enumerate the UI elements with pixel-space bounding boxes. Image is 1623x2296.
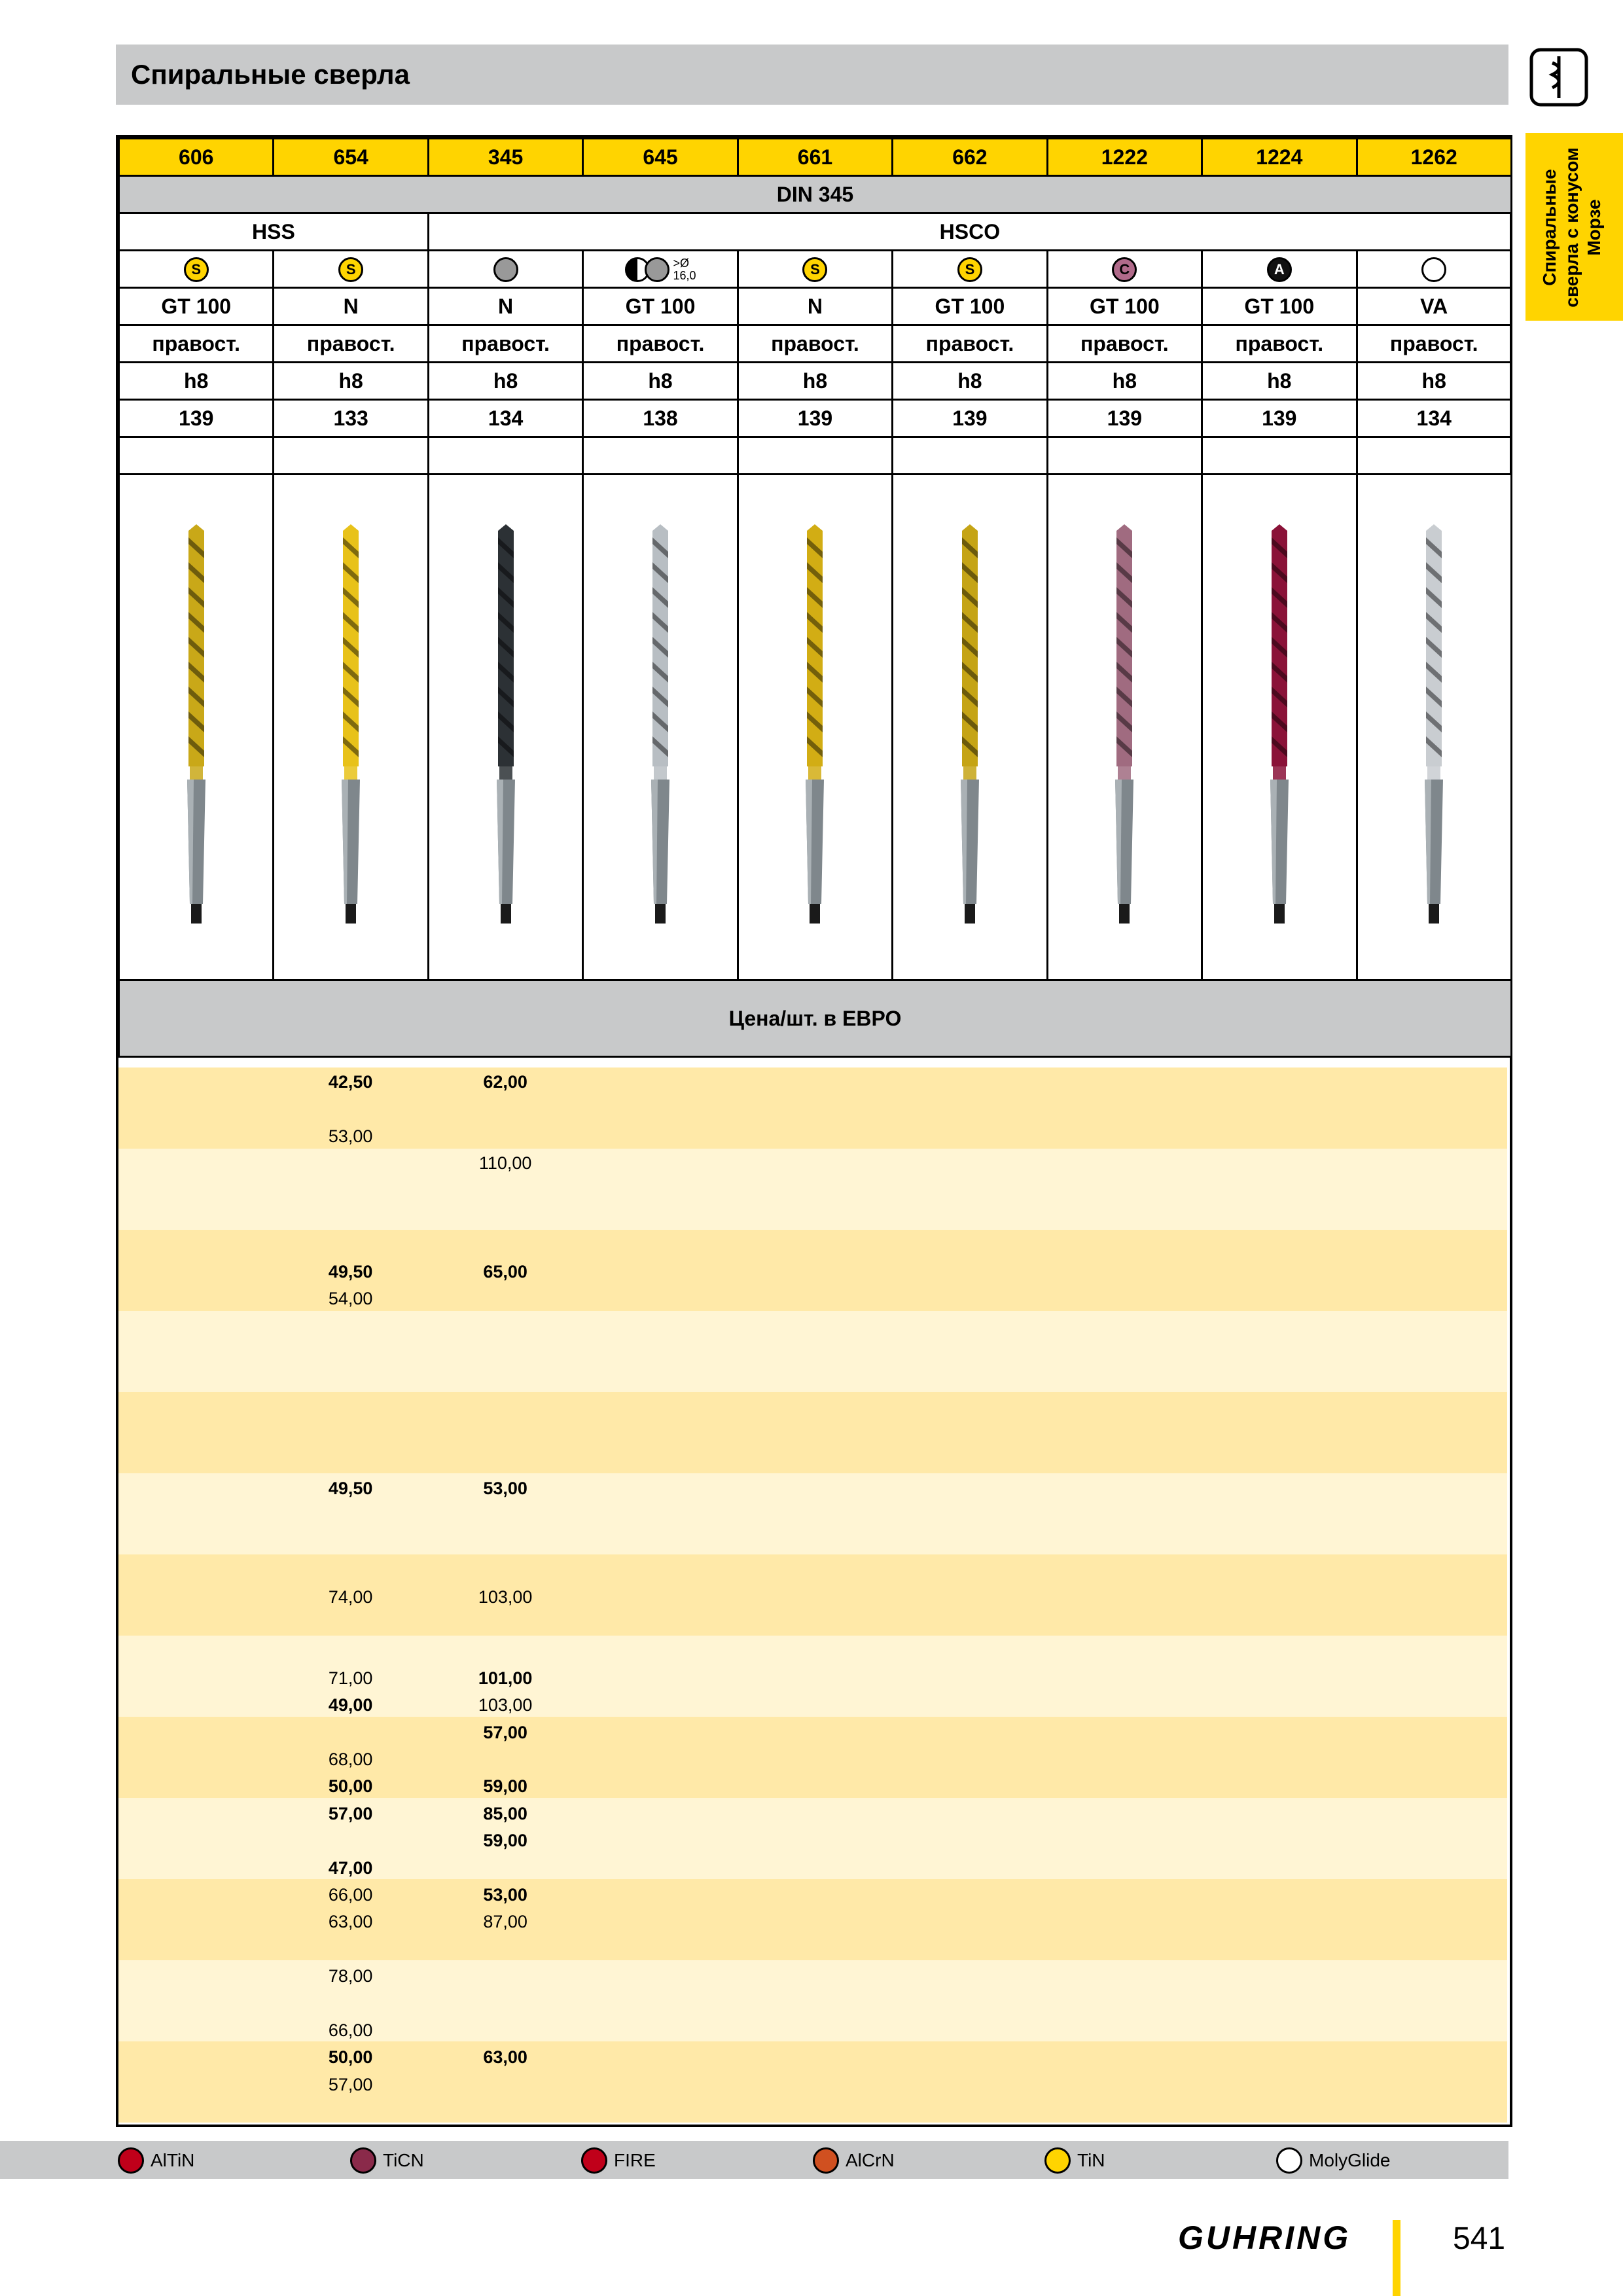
material-cell: VA xyxy=(1357,288,1511,325)
fire-icon xyxy=(581,2147,607,2174)
coating-cell xyxy=(738,251,892,288)
price-value: 49,50 xyxy=(328,1479,373,1498)
direction-cell: правост. xyxy=(1357,325,1511,363)
s-coating-icon: S xyxy=(184,257,209,282)
tolerance-cell: h8 xyxy=(1357,363,1511,400)
price-value: 53,00 xyxy=(483,1479,527,1498)
price-value: 87,00 xyxy=(483,1912,527,1932)
coating-cell xyxy=(893,251,1047,288)
group-hss: HSS xyxy=(119,213,429,251)
price-value: 66,00 xyxy=(328,2020,373,2040)
material-cell: N xyxy=(274,288,428,325)
drill-icon xyxy=(1105,524,1144,930)
direction-cell: правост. xyxy=(119,325,274,363)
price-value: 103,00 xyxy=(478,1695,533,1715)
ticn-icon xyxy=(350,2147,376,2174)
tolerance-cell: h8 xyxy=(738,363,892,400)
empty-cell xyxy=(738,437,892,475)
page-ref-cell: 134 xyxy=(1357,400,1511,437)
price-value: 65,00 xyxy=(483,1261,527,1282)
article-code: 662 xyxy=(893,139,1047,176)
legend-label: AlCrN xyxy=(846,2150,895,2170)
page-ref-cell: 139 xyxy=(119,400,274,437)
uncoated-icon xyxy=(493,257,518,282)
material-cell: N xyxy=(428,288,582,325)
price-value: 74,00 xyxy=(328,1587,373,1607)
price-value: 63,00 xyxy=(483,2047,527,2068)
price-value: 78,00 xyxy=(328,1966,373,1986)
page-ref-cell: 139 xyxy=(1202,400,1357,437)
group-hsco: HSCO xyxy=(428,213,1511,251)
drill-icon xyxy=(641,524,680,930)
s-coating-icon: S xyxy=(338,257,363,282)
material-cell: GT 100 xyxy=(583,288,738,325)
altin-icon xyxy=(118,2147,144,2174)
price-value: 50,00 xyxy=(328,2047,373,2068)
empty-cell xyxy=(428,437,582,475)
price-value: 110,00 xyxy=(478,1153,532,1174)
tolerance-cell: h8 xyxy=(428,363,582,400)
drill-image-cell xyxy=(1357,475,1511,980)
price-header: Цена/шт. в ЕВРО xyxy=(119,980,1512,1057)
price-value: 62,00 xyxy=(483,1072,527,1092)
price-value: 59,00 xyxy=(483,1776,527,1797)
plain-coat-icon xyxy=(645,257,669,282)
price-value: 71,00 xyxy=(328,1668,373,1688)
page-ref-cell: 139 xyxy=(893,400,1047,437)
price-body xyxy=(118,1067,1507,2122)
price-value: 63,00 xyxy=(328,1912,373,1932)
tolerance-cell: h8 xyxy=(119,363,274,400)
material-cell: N xyxy=(738,288,892,325)
legend-item xyxy=(1276,2146,1390,2175)
empty-cell xyxy=(893,437,1047,475)
price-value: 57,00 xyxy=(328,1803,373,1823)
material-cell: GT 100 xyxy=(893,288,1047,325)
page-ref-row xyxy=(119,400,1512,437)
price-value: 101,00 xyxy=(478,1668,533,1688)
article-code: 661 xyxy=(738,139,892,176)
price-value: 85,00 xyxy=(483,1803,527,1823)
drill-icon xyxy=(486,524,526,930)
coating-cell: >Ø 16,0 xyxy=(583,251,738,288)
coating-cell xyxy=(428,251,582,288)
molyglide-icon xyxy=(1276,2147,1302,2174)
tolerance-cell: h8 xyxy=(1047,363,1202,400)
drill-image-cell xyxy=(893,475,1047,980)
material-row xyxy=(119,288,1512,325)
din-standard: DIN 345 xyxy=(119,176,1512,213)
article-code: 1224 xyxy=(1202,139,1357,176)
drill-image-cell xyxy=(274,475,428,980)
direction-cell: правост. xyxy=(428,325,582,363)
drill-icon xyxy=(795,524,834,930)
price-value: 50,00 xyxy=(328,1776,373,1797)
price-value: 57,00 xyxy=(328,2074,373,2094)
brand-logo: GUHRING xyxy=(1178,2219,1351,2256)
price-value: 47,00 xyxy=(328,1857,373,1878)
legend-item xyxy=(118,2146,194,2175)
drill-image-cell xyxy=(583,475,738,980)
price-row-band xyxy=(118,1149,1507,1230)
bright-icon xyxy=(1421,257,1446,282)
price-value: 59,00 xyxy=(483,1831,527,1851)
coating-cell xyxy=(1357,251,1511,288)
drill-image-cell xyxy=(1047,475,1202,980)
alcrn-icon xyxy=(813,2147,839,2174)
material-cell: GT 100 xyxy=(119,288,274,325)
coating-row xyxy=(119,251,1512,288)
page-ref-cell: 139 xyxy=(1047,400,1202,437)
price-value: 42,50 xyxy=(328,1072,373,1092)
price-value: 53,00 xyxy=(328,1126,373,1146)
tolerance-cell: h8 xyxy=(583,363,738,400)
coating-cell xyxy=(1202,251,1357,288)
direction-cell: правост. xyxy=(274,325,428,363)
logo-divider xyxy=(1393,2220,1400,2296)
price-value: 49,00 xyxy=(328,1695,373,1715)
drill-image-cell xyxy=(1202,475,1357,980)
c-coating-icon: C xyxy=(1112,257,1137,282)
direction-cell: правост. xyxy=(583,325,738,363)
drill-icon xyxy=(177,524,216,930)
page-title: Спиральные сверла xyxy=(131,59,410,90)
empty-cell xyxy=(583,437,738,475)
empty-cell xyxy=(1202,437,1357,475)
tolerance-cell: h8 xyxy=(1202,363,1357,400)
a-coating-icon: A xyxy=(1267,257,1292,282)
direction-cell: правост. xyxy=(1202,325,1357,363)
price-row-band xyxy=(118,1392,1507,1473)
empty-cell xyxy=(1047,437,1202,475)
legend-label: TiCN xyxy=(383,2150,424,2170)
price-value: 66,00 xyxy=(328,1885,373,1905)
article-code: 645 xyxy=(583,139,738,176)
legend-label: MolyGlide xyxy=(1309,2150,1391,2170)
direction-row xyxy=(119,325,1512,363)
price-value: 68,00 xyxy=(328,1749,373,1769)
legend-item xyxy=(813,2146,895,2175)
price-value: 53,00 xyxy=(483,1885,527,1905)
article-code: 1262 xyxy=(1357,139,1511,176)
article-code: 345 xyxy=(428,139,582,176)
direction-cell: правост. xyxy=(1047,325,1202,363)
drill-image-cell xyxy=(428,475,582,980)
empty-row xyxy=(119,437,1512,475)
legend-item xyxy=(581,2146,656,2175)
coating-cell xyxy=(119,251,274,288)
drill-icon xyxy=(331,524,370,930)
material-cell: GT 100 xyxy=(1047,288,1202,325)
page-number: 541 xyxy=(1453,2221,1506,2256)
article-code-row xyxy=(119,139,1512,176)
legend-label: FIRE xyxy=(614,2150,656,2170)
price-row-band xyxy=(118,1311,1507,1392)
tolerance-cell: h8 xyxy=(893,363,1047,400)
article-code: 1222 xyxy=(1047,139,1202,176)
legend-item xyxy=(1044,2146,1105,2175)
drill-icon xyxy=(950,524,990,930)
empty-cell xyxy=(1357,437,1511,475)
page-ref-cell: 133 xyxy=(274,400,428,437)
drill-section-icon xyxy=(1529,47,1589,107)
coating-cell xyxy=(274,251,428,288)
price-value: 103,00 xyxy=(478,1587,533,1607)
price-value: 49,50 xyxy=(328,1261,373,1282)
tolerance-row xyxy=(119,363,1512,400)
tin-icon xyxy=(1044,2147,1071,2174)
drill-icon xyxy=(1260,524,1299,930)
material-cell: GT 100 xyxy=(1202,288,1357,325)
price-value: 54,00 xyxy=(328,1289,373,1309)
page-ref-cell: 138 xyxy=(583,400,738,437)
section-tab-label: Спиральные сверла с конусом Морзе xyxy=(1539,147,1604,308)
direction-cell: правост. xyxy=(738,325,892,363)
empty-cell xyxy=(119,437,274,475)
price-value: 57,00 xyxy=(483,1722,527,1742)
drill-image-cell xyxy=(738,475,892,980)
article-code: 606 xyxy=(119,139,274,176)
page-ref-cell: 139 xyxy=(738,400,892,437)
drill-image-cell xyxy=(119,475,274,980)
tolerance-cell: h8 xyxy=(274,363,428,400)
legend-label: AlTiN xyxy=(151,2150,195,2170)
drill-icon xyxy=(1414,524,1454,930)
empty-cell xyxy=(274,437,428,475)
s-coating-icon: S xyxy=(802,257,827,282)
spec-grid xyxy=(118,137,1512,1058)
page-ref-cell: 134 xyxy=(428,400,582,437)
legend-label: TiN xyxy=(1077,2150,1105,2170)
article-code: 654 xyxy=(274,139,428,176)
drill-image-row xyxy=(119,475,1512,980)
legend-item xyxy=(350,2146,424,2175)
coating-cell xyxy=(1047,251,1202,288)
s-coating-icon: S xyxy=(957,257,982,282)
direction-cell: правост. xyxy=(893,325,1047,363)
